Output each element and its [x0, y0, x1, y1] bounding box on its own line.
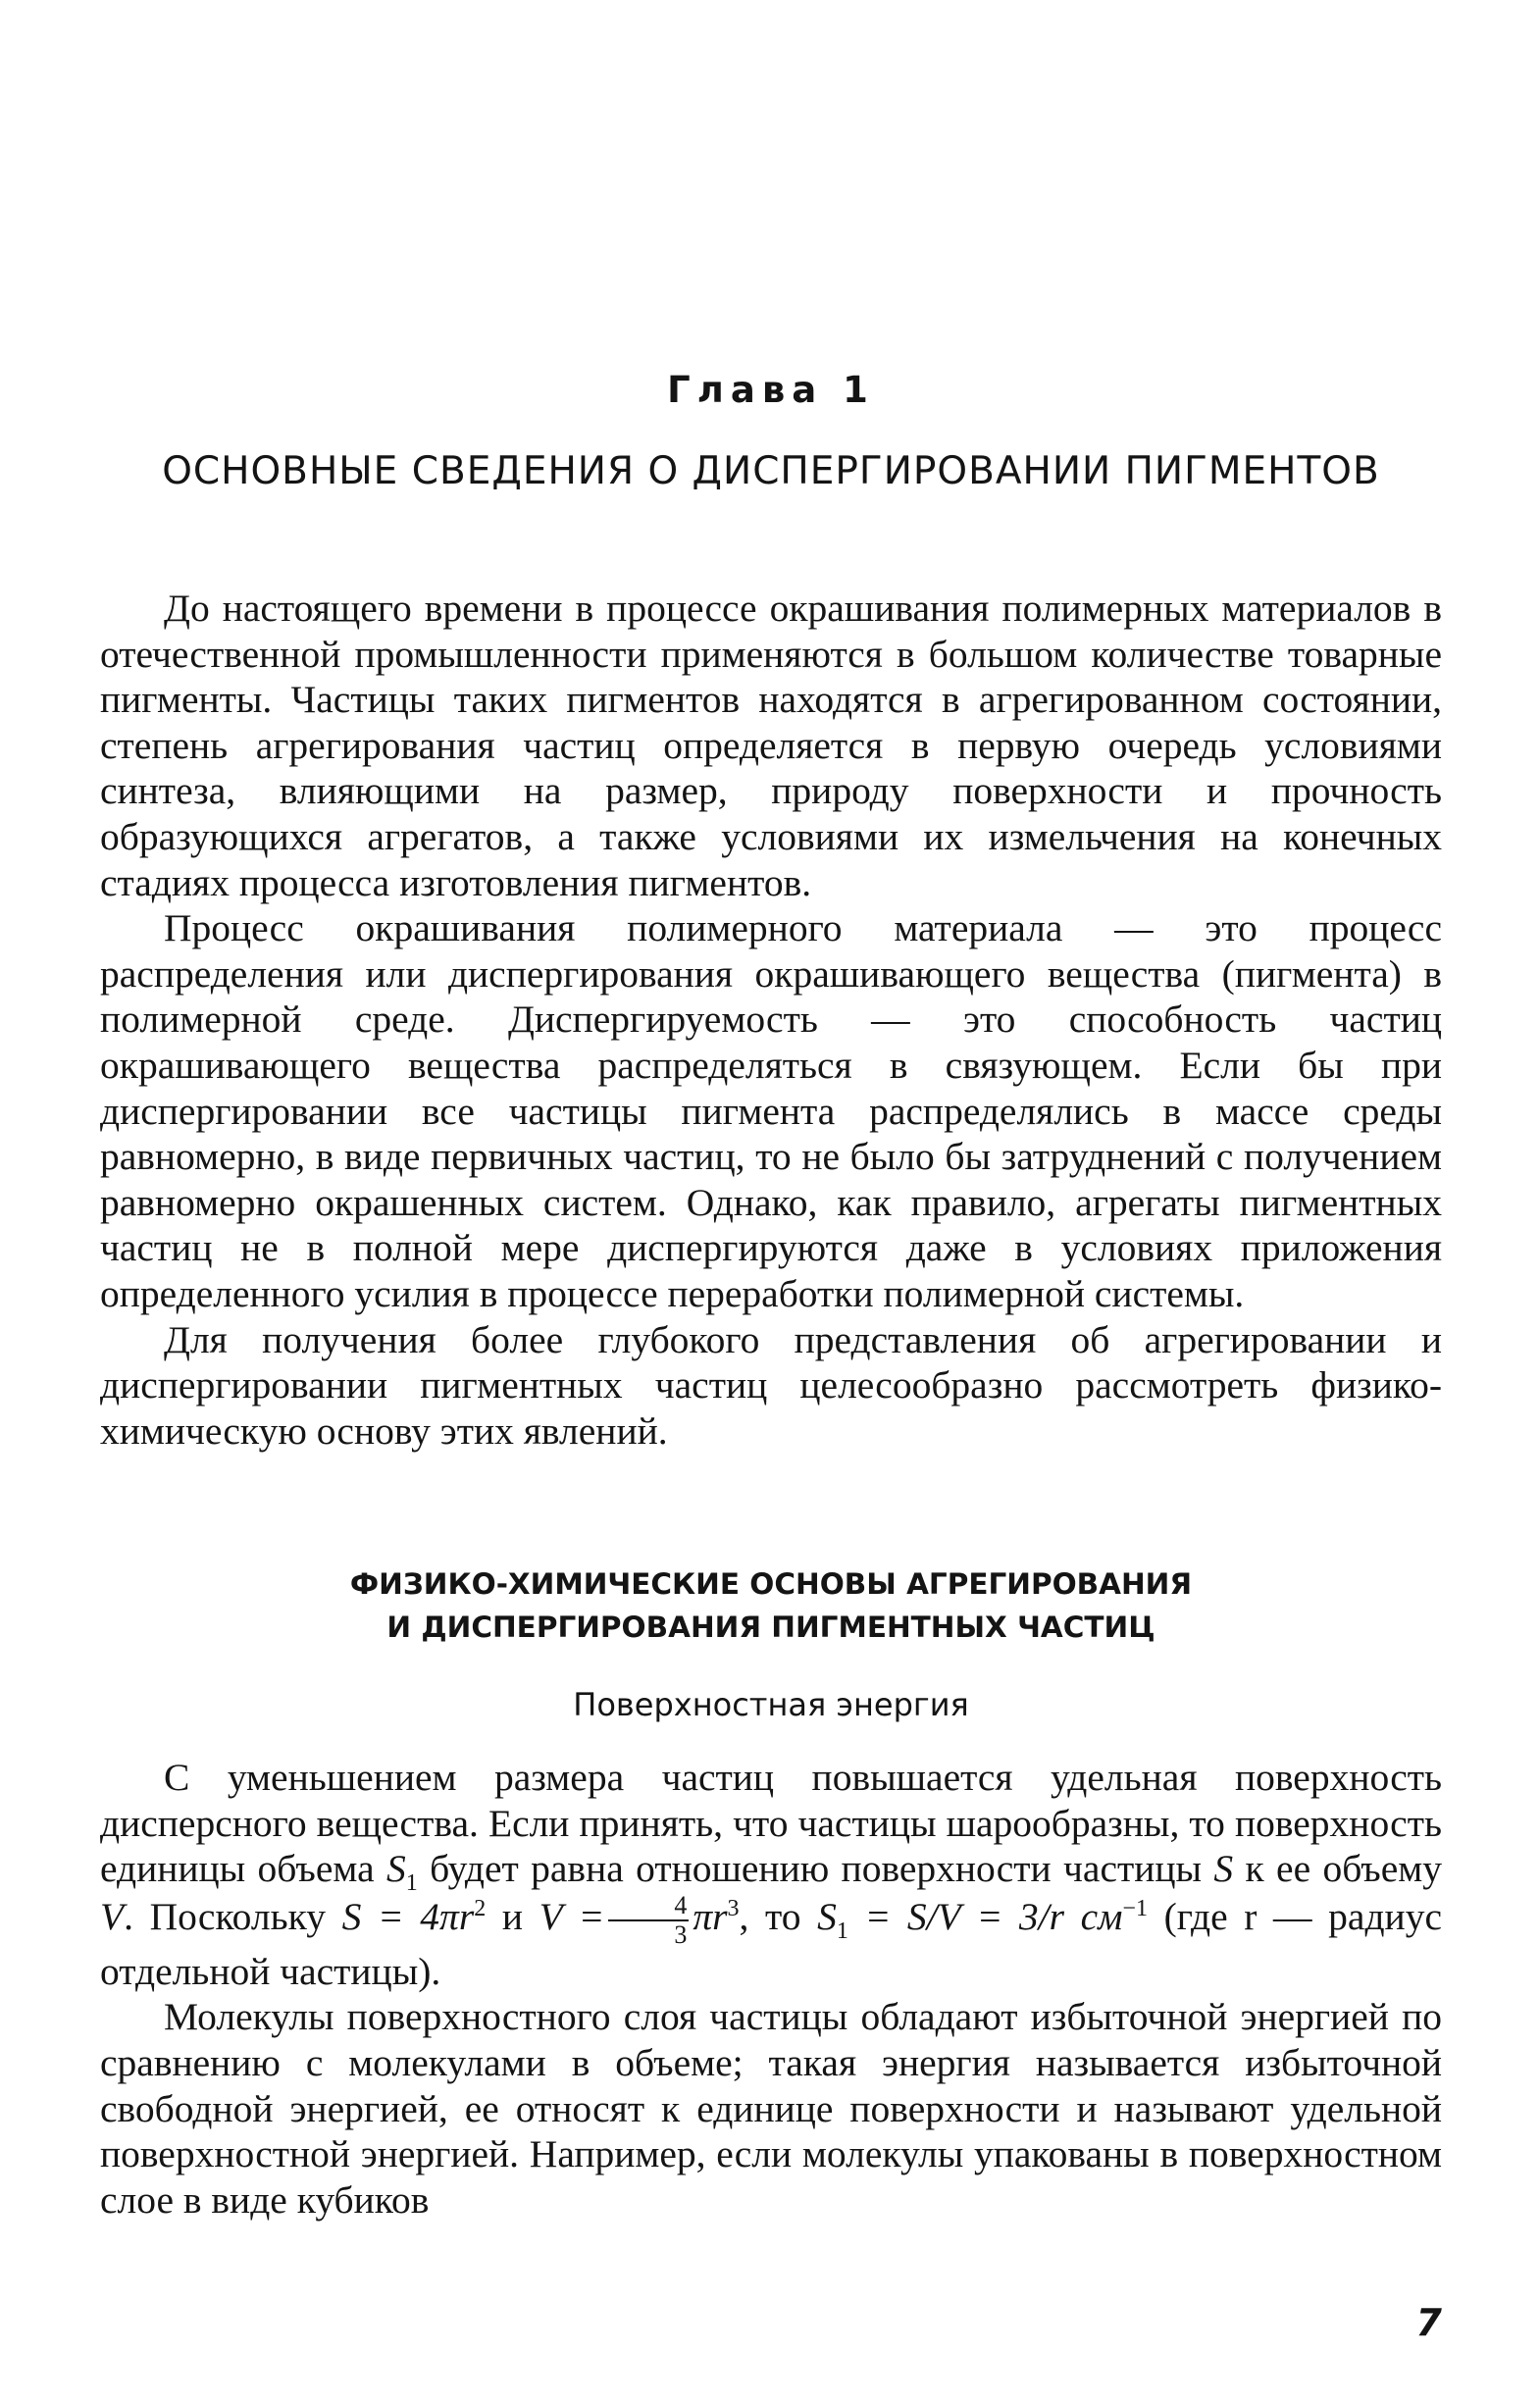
superscript: 2 [474, 1895, 487, 1921]
section-title-line-2: И ДИСПЕРГИРОВАНИЯ ПИГМЕНТНЫХ ЧАСТИЦ [386, 1611, 1155, 1644]
superscript: −1 [1122, 1895, 1148, 1921]
symbol-s: S [1213, 1847, 1234, 1891]
surface-energy-text [100, 1755, 1442, 2223]
text-fragment: С уменьшением размера частиц повышается удельная поверхность дисперсного вещества. Если принять, что частицы шарообразны, то поверхность единицы объема [100, 1756, 1442, 1891]
text-fragment: . Поскольку [124, 1894, 326, 1938]
formula-volume-rhs: πr [693, 1894, 728, 1938]
intro-text [100, 586, 1442, 1454]
page-number: 7 [1415, 2301, 1442, 2344]
symbol-v: V [100, 1894, 125, 1938]
book-page [100, 0, 1442, 2404]
text-fragment: (где r — радиус отдельной частицы). [100, 1894, 1442, 1993]
fraction [608, 1892, 689, 1949]
text-fragment: к ее объему [1245, 1847, 1443, 1891]
chapter-title: ОСНОВНЫЕ СВЕДЕНИЯ О ДИСПЕРГИРОВАНИИ ПИГМЕНТОВ [162, 449, 1380, 493]
paragraph-molecules: Молекулы поверхностного слоя частицы обладают избыточной энергией по сравнению с молекулами в объеме; такая энергия называется избыточной свободной энергией, ее относят к единице поверхности и называют удельной поверхностной энергией. Например, если молекулы упакованы в поверхностном слое в виде кубиков [100, 1995, 1442, 2222]
fraction-denominator: 3 [674, 1919, 688, 1949]
formula-volume: V = [539, 1894, 605, 1938]
paragraph-2: Процесс окрашивания полимерного материала — это процесс распределения или диспергирования окрашивающего вещества (пигмента) в полимерной среде. Диспергируемость — это способность частиц окрашивающего вещества распределяться в связующем. Если бы при диспергировании все частицы пигмента распределялись в массе среды равномерно, в виде первичных частиц, то не было бы затруднений с получением равномерно окрашенных систем. Однако, как правило, агрегаты пигментных частиц не в полной мере диспергируются даже в условиях приложения определенного усилия в процессе переработки полимерной системы. [100, 906, 1442, 1315]
formula-surface: S = 4πr [341, 1894, 475, 1938]
subscript: 1 [836, 1918, 848, 1944]
text-fragment: будет равна отношению поверхности частицы [430, 1847, 1203, 1891]
formula-specific-surface-rhs: = S/V = 3/r см [864, 1894, 1123, 1938]
superscript: 3 [727, 1895, 740, 1921]
paragraph-3: Для получения более глубокого представления об агрегировании и диспергировании пигментных частиц целесообразно рассмотреть физико-химическую основу этих явлений. [100, 1317, 1442, 1453]
subsection-title: Поверхностная энергия [573, 1686, 969, 1723]
formula-specific-surface: S [817, 1894, 837, 1938]
paragraph-surface [100, 1755, 1442, 1994]
chapter-label: Глава 1 [667, 369, 875, 411]
paragraph-1: До настоящего времени в процессе окрашивания полимерных материалов в отечественной промышленности применяются в большом количестве товарные пигменты. Частицы таких пигментов находятся в агрегированном состоянии, степень агрегирования частиц определяется в первую очередь условиями синтеза, влияющими на размер, природу поверхности и прочность образующихся агрегатов, а также условиями их измельчения на конечных стадиях процесса изготовления пигментов. [100, 587, 1442, 904]
subscript: 1 [405, 1870, 418, 1897]
section-title [100, 1562, 1442, 1649]
text-fragment: , то [739, 1894, 801, 1938]
section-title-line-1: ФИЗИКО-ХИМИЧЕСКИЕ ОСНОВЫ АГРЕГИРОВАНИЯ [349, 1567, 1193, 1601]
text-fragment: и [501, 1894, 523, 1938]
fraction-numerator: 4 [608, 1892, 689, 1921]
symbol-s: S [385, 1847, 406, 1891]
